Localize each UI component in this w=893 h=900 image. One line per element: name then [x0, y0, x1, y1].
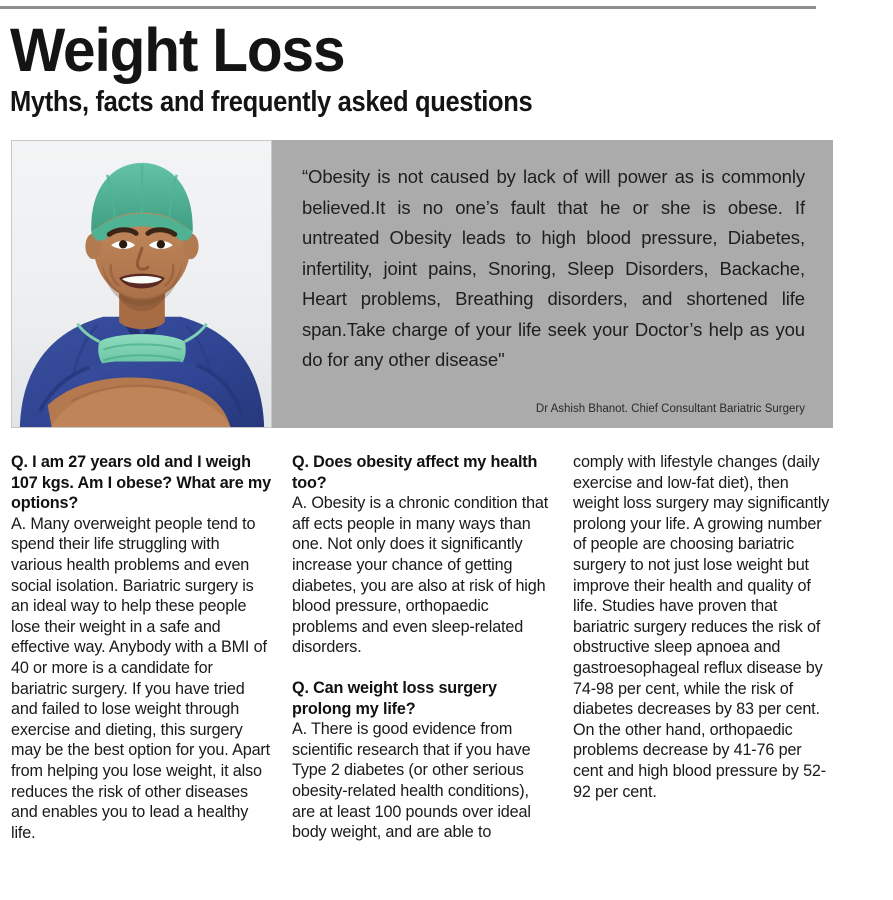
- answer-1: A. Many overweight people tend to spend their life struggling with various health problems and even social isolation. Bariatric surgery is an ideal way to help these people lose their weight in a safe and effective way. Anybody with a BMI of 40 or more is a candidate for bariatric surgery. If you have tried and failed to lose weight through exercise and dieting, this surgery may be the best option for you. Apart from helping you lose weight, it also reduces the risk of other diseases and enables you to lead a healthy life.: [11, 514, 271, 842]
- answer-2: A. Obesity is a chronic condition that aff ects people in many ways than one. Not only does it significantly increase your chance of getting diabetes, you are also at risk of high blood pressure, orthopaedic problems and even sleep-related disorders.: [292, 494, 549, 657]
- question-3: Q. Can weight loss surgery prolong my life?: [292, 678, 497, 718]
- column-1: [11, 452, 272, 872]
- page-subtitle: Myths, facts and frequently asked questions: [10, 86, 533, 118]
- doctor-portrait-photo: [11, 140, 272, 428]
- top-divider-rule: [0, 6, 816, 9]
- answer-3-part-1: A. There is good evidence from scientific research that if you have Type 2 diabetes (or other serious obesity-related health conditions), are at least 100 pounds over ideal body weight, and are able to: [292, 720, 531, 842]
- page-title: Weight Loss: [10, 16, 345, 84]
- column-spacer: [292, 658, 553, 678]
- portrait-illustration: [12, 141, 271, 427]
- answer-3-part-2: comply with lifestyle changes (daily exercise and low-fat diet), then weight loss surgery may significantly prolong your life. A growing number of people are choosing bariatric surgery to not just lose weight but improve their health and quality of life. Studies have proven that bariatric surgery reduces the risk of obstructive sleep apnoea and gastroesophageal reflux disease by 74-98 per cent, while the risk of diabetes decreases by 83 per cent. On the other hand, orthopaedic problems decrease by 41-76 per cent and high blood pressure by 52-92 per cent.: [573, 453, 830, 801]
- pull-quote-box: [272, 140, 833, 428]
- pull-quote-text: “Obesity is not caused by lack of will power as is commonly believed.It is no one’s fault that he or she is obese. If untreated Obesity leads to high blood pressure, Diabetes, infertility, joint pains, Snoring, Sleep Disorders, Backache, Heart problems, Breathing disorders, and shortened life span.Take charge of your life seek your Doctor’s help as you do for any other disease": [302, 166, 805, 370]
- column-2: [292, 452, 553, 872]
- quote-attribution: Dr Ashish Bhanot. Chief Consultant Bariatric Surgery: [535, 403, 805, 415]
- question-1: Q. I am 27 years old and I weigh 107 kgs. Am I obese? What are my options?: [11, 453, 271, 513]
- faq-columns: [11, 452, 833, 872]
- question-2: Q. Does obesity affect my health too?: [292, 453, 538, 492]
- masthead: [10, 18, 830, 118]
- hero-band: [11, 140, 833, 428]
- column-3: [573, 452, 834, 872]
